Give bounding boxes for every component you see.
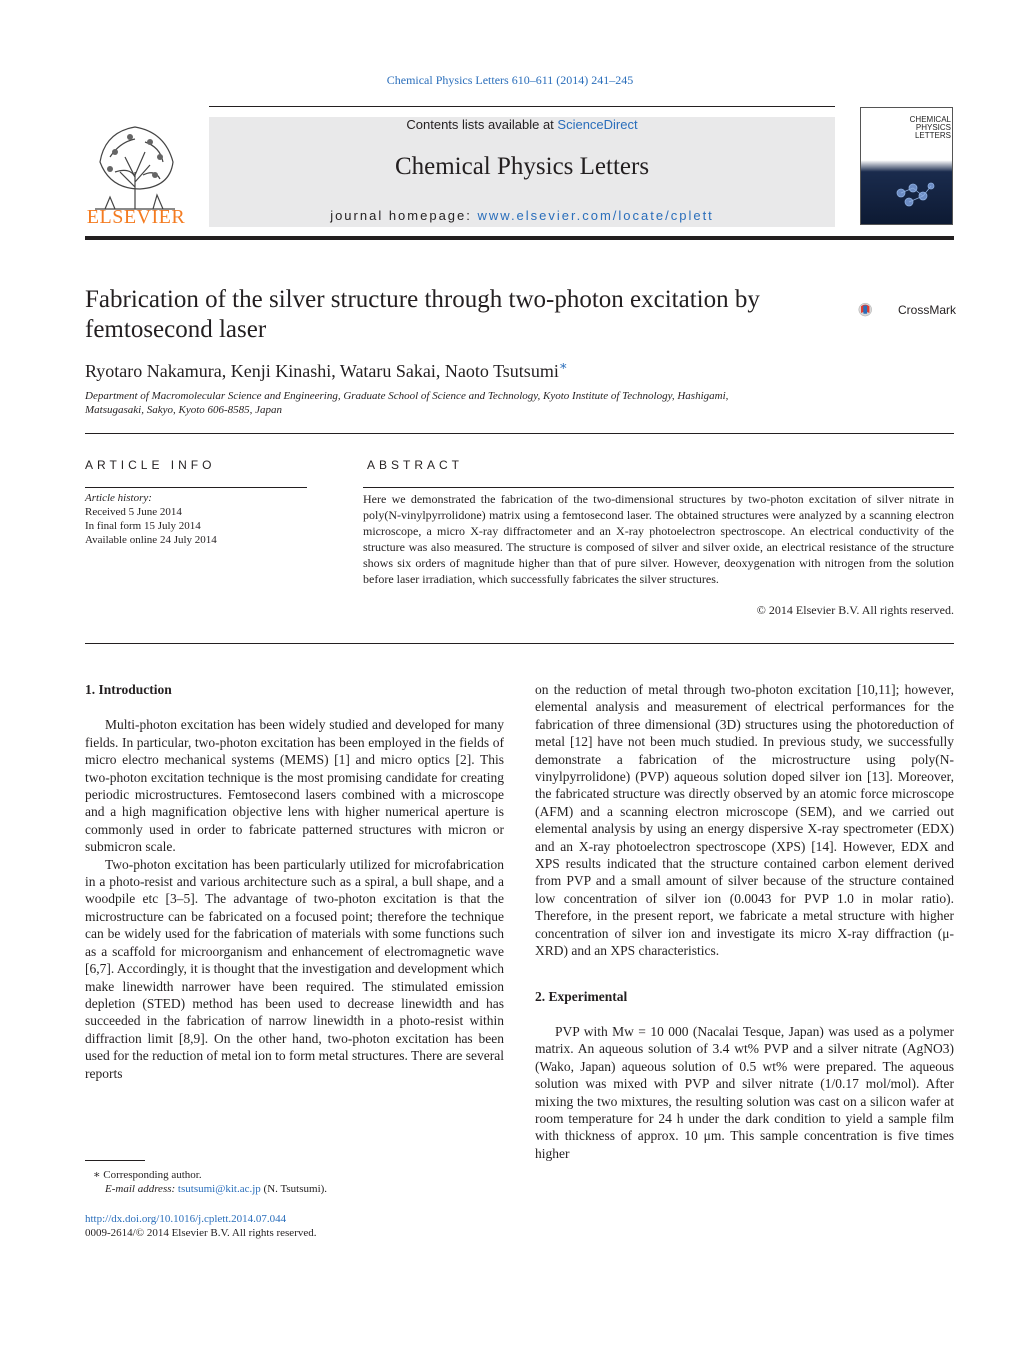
crossmark-label[interactable]: CrossMark bbox=[898, 303, 957, 317]
online-date: Available online 24 July 2014 bbox=[85, 534, 217, 546]
divider bbox=[85, 487, 307, 488]
affiliation bbox=[85, 389, 805, 417]
elsevier-wordmark: ELSEVIER bbox=[86, 206, 186, 228]
experimental-heading: 2. Experimental bbox=[535, 988, 628, 1004]
journal-homepage bbox=[209, 208, 835, 223]
body-right-column bbox=[535, 681, 954, 1162]
divider bbox=[85, 643, 954, 644]
footnote-rule bbox=[85, 1160, 145, 1161]
introduction-heading: 1. Introduction bbox=[85, 682, 172, 697]
homepage-link[interactable]: www.elsevier.com/locate/cplett bbox=[477, 208, 714, 223]
molecule-icon bbox=[861, 168, 953, 225]
doi-block bbox=[85, 1212, 317, 1240]
email-link[interactable]: tsutsumi@kit.ac.jp bbox=[177, 1183, 261, 1195]
abstract-copyright: © 2014 Elsevier B.V. All rights reserved. bbox=[756, 603, 954, 617]
contents-prefix: Contents lists available at bbox=[406, 117, 558, 132]
journal-name: Chemical Physics Letters bbox=[394, 153, 650, 180]
divider bbox=[85, 433, 954, 434]
divider bbox=[363, 487, 954, 488]
sciencedirect-link[interactable]: ScienceDirect bbox=[557, 117, 638, 132]
email-suffix: (N. Tsutsumi). bbox=[260, 1183, 328, 1195]
article-title: Fabrication of the silver structure through two-photon excitation by femtosecond laser bbox=[85, 286, 760, 343]
abstract-text: Here we demonstrated the fabrication of the two-dimensional structures by two-photon excitation of silver nitrate in poly(N-vinylpyrrolidone) matrix using a femtosecond laser. The obtained structures were analyzed by a scanning electron microscope, a micro X-ray diffractometer and an X-ray photoelectron spectroscope. An electrical conductivity of the structure was also measured. The structure is composed of silver and silver oxide, an electrical resistance of the structure shows six orders of magnitude higher than that of pure silver. However, deoxygenation with nitrogen from the solution before laser irradiation, which successfully fabricates the silver structures. bbox=[363, 492, 954, 586]
footnote bbox=[85, 1168, 504, 1196]
header-thick-rule bbox=[85, 236, 954, 240]
paragraph: Multi-photon excitation has been widely studied and developed for many fields. In particular, two-photon excitation has been employed in the fields of micro electro mechanical systems (MEMS) [1] and micro optics [2]. This two-photon excitation technique is the most promising candidate for creating periodic microstructures. Femtosecond lasers combined with a microscope and a high magnification objective lens with higher numerical aperture is commonly used in order to fabricate patterned structures with micron or submicron scale. bbox=[85, 717, 504, 855]
homepage-prefix: journal homepage: bbox=[330, 208, 478, 223]
paragraph: PVP with Mw = 10 000 (Nacalai Tesque, Japan) was used as a polymer matrix. An aqueous solution of 3.4 wt% PVP and a silver nitrate (AgNO3) (Wako, Japan) aqueous solution of 0.5 wt% were prepared. The aqueous solution was mixed with PVP and silver nitrate (1/0.17 mol/mol). After mixing the two mixtures, the resulting solution was cast on a silicon wafer at room temperature for 24 h under the dark condition to yield a sample film with thickness of approx. 10 μm. This sample concentration is five times higher bbox=[535, 1023, 954, 1161]
affiliation-line: Department of Macromolecular Science and Engineering, Graduate School of Science and Technology, Kyoto Institute of Technology, Hashigami, bbox=[85, 390, 729, 402]
paragraph: Two-photon excitation has been particularly utilized for microfabrication in a photo-resist and various architecture such as a spiral, a bull shape, and a woodpile etc [3–5]. The advantage of two-photon excitation is that the microstructure can be fabricated on a focused point; therefore the technique can be widely used for the fabrication of materials with some functions such as a scaffold for microorganism and enhancement of electromagnetic wave [6,7]. Accordingly, it is thought that the investigation and development which make linewidth narrower have been required. The stimulated emission depletion (STED) method has been used to decrease linewidth and has succeeded in the fabrication of narrow linewidth in a photo-resist within diffraction limit [8,9]. On the other hand, two-photon excitation has been used for the reduction of metal ion to form metal structures. There are several reports bbox=[85, 856, 504, 1081]
affiliation-line: Matsugasaki, Sakyo, Kyoto 606-8585, Japan bbox=[85, 404, 283, 416]
journal-cover-thumbnail[interactable] bbox=[860, 107, 953, 225]
journal-citation[interactable]: Chemical Physics Letters 610–611 (2014) 241–245 bbox=[386, 73, 634, 87]
paragraph: on the reduction of metal through two-photon excitation [10,11]; however, elemental analysis and measurement of electrical performances for the fabrication of three dimensional (3D) structures using the photoreduction of metal [12] have not been much studied. In previous study, we successfully demonstrate a fabrication of the microstructure using poly(N-vinylpyrrolidone) (PVP) aqueous solution doped silver ion [13]. Moreover, the fabricated structure was directly observed by an atomic force microscope (AFM) and a scanning electron microscope (SEM), and we carried out elemental analysis by using an energy dispersive X-ray spectrometer (EDX) and an X-ray photoelectron spectroscope (XPS) [14]. However, EDX and XPS results indicated that the structure contained carbon element derived from PVP and a small amount of silver because of the structure contained low concentration of silver ion (0.0043 for PVP 1.0 in molar ratio). Therefore, in the present report, we fabricate a metal structure with higher concentration of silver ion and investigate its micro X-ray diffraction (μ-XRD) and an XPS characteristics. bbox=[535, 682, 954, 959]
header-top-rule bbox=[209, 106, 835, 107]
email-label: E-mail address: bbox=[105, 1183, 178, 1195]
history-label: Article history: bbox=[85, 492, 152, 504]
received-date: Received 5 June 2014 bbox=[85, 506, 182, 518]
issn-line: 0009-2614/© 2014 Elsevier B.V. All rights reserved. bbox=[85, 1227, 317, 1239]
revised-date: In final form 15 July 2014 bbox=[85, 520, 201, 532]
authors-text: Ryotaro Nakamura, Kenji Kinashi, Wataru Sakai, Naoto Tsutsumi bbox=[85, 361, 559, 381]
corresponding-note: Corresponding author. bbox=[103, 1169, 202, 1181]
article-history bbox=[85, 491, 310, 547]
footnote-mark: ∗ bbox=[93, 1169, 101, 1181]
author-list bbox=[85, 358, 568, 382]
doi-link[interactable]: http://dx.doi.org/10.1016/j.cplett.2014.07.044 bbox=[85, 1213, 287, 1225]
corresponding-author-mark[interactable]: ∗ bbox=[558, 358, 568, 373]
crossmark-icon[interactable] bbox=[858, 291, 896, 329]
cover-title: CHEMICAL PHYSICS LETTERS bbox=[909, 115, 951, 140]
body-left-column bbox=[85, 681, 504, 1082]
article-info-heading: ARTICLE INFO bbox=[85, 458, 216, 472]
contents-line bbox=[209, 117, 835, 132]
abstract-heading: ABSTRACT bbox=[367, 458, 464, 472]
